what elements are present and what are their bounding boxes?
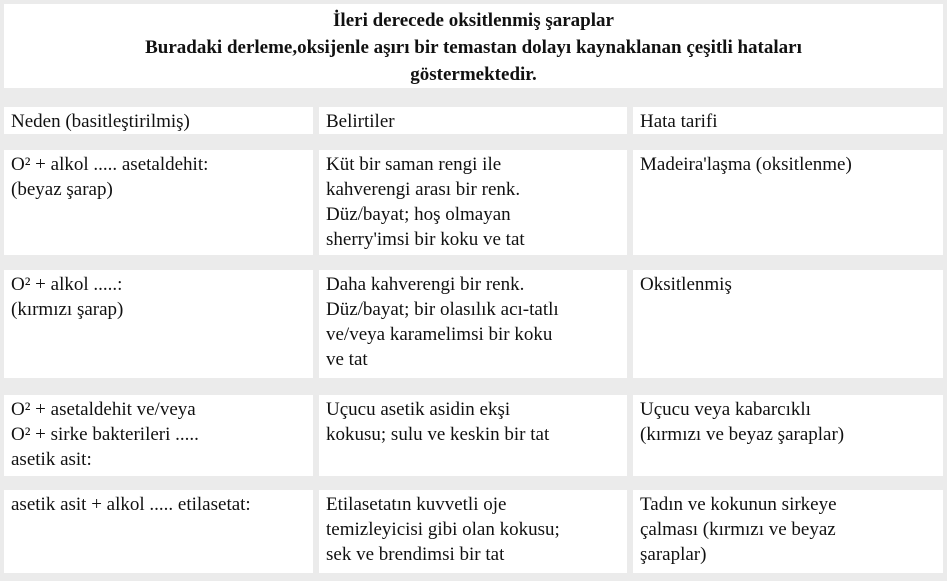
table-cell-symptoms [319,395,627,476]
cell-text: O² + alkol .....: [11,274,123,295]
cell-text: şaraplar) [640,544,707,565]
cell-text: Düz/bayat; hoş olmayan [326,204,511,225]
cell-text: asetik asit: [11,449,92,470]
cell-text: (beyaz şarap) [11,179,113,200]
table-cell-fault [633,490,943,573]
cell-text: O² + asetaldehit ve/veya [11,399,196,420]
cell-text: Uçucu veya kabarcıklı [640,399,811,420]
table-cell-cause [4,150,313,255]
cell-text: Düz/bayat; bir olasılık acı-tatlı [326,299,559,320]
table-cell-symptoms [319,490,627,573]
cell-text: çalması (kırmızı ve beyaz [640,519,836,540]
header-fault: Hata tarifi [633,107,943,134]
header-cause: Neden (basitleştirilmiş) [4,107,313,134]
cell-text: Küt bir saman rengi ile [326,154,502,175]
title-line: göstermektedir. [410,64,537,85]
table-title [4,4,943,88]
cell-text: kokusu; sulu ve keskin bir tat [326,424,550,445]
table-cell-cause [4,395,313,476]
cell-text: Oksitlenmiş [640,274,732,295]
cell-text: Tadın ve kokunun sirkeye [640,494,837,515]
cell-text: sek ve brendimsi bir tat [326,544,505,565]
cell-text: asetik asit + alkol ..... etilasetat: [11,494,251,515]
cell-text: ve/veya karamelimsi bir koku [326,324,553,345]
cell-text: Uçucu asetik asidin ekşi [326,399,511,420]
cell-text: temizleyicisi gibi olan kokusu; [326,519,560,540]
table-cell-symptoms [319,150,627,255]
cell-text: O² + sirke bakterileri ..... [11,424,199,445]
cell-text: O² + alkol ..... asetaldehit: [11,154,209,175]
table-cell-fault [633,150,943,255]
cell-text: kahverengi arası bir renk. [326,179,521,200]
title-line: İleri derecede oksitlenmiş şaraplar [333,10,614,31]
header-symptoms: Belirtiler [319,107,627,134]
table-cell-symptoms [319,270,627,378]
title-line: Buradaki derleme,oksijenle aşırı bir temastan dolayı kaynaklanan çeşitli hataları [145,37,802,58]
cell-text: (kırmızı ve beyaz şaraplar) [640,424,845,445]
table-cell-fault [633,395,943,476]
cell-text: Madeira'laşma (oksitlenme) [640,154,852,175]
cell-text: Etilasetatın kuvvetli oje [326,494,507,515]
table-cell-fault [633,270,943,378]
table-cell-cause [4,270,313,378]
cell-text: ve tat [326,349,368,370]
table-cell-cause [4,490,313,573]
cell-text: Daha kahverengi bir renk. [326,274,525,295]
cell-text: sherry'imsi bir koku ve tat [326,229,525,250]
cell-text: (kırmızı şarap) [11,299,124,320]
